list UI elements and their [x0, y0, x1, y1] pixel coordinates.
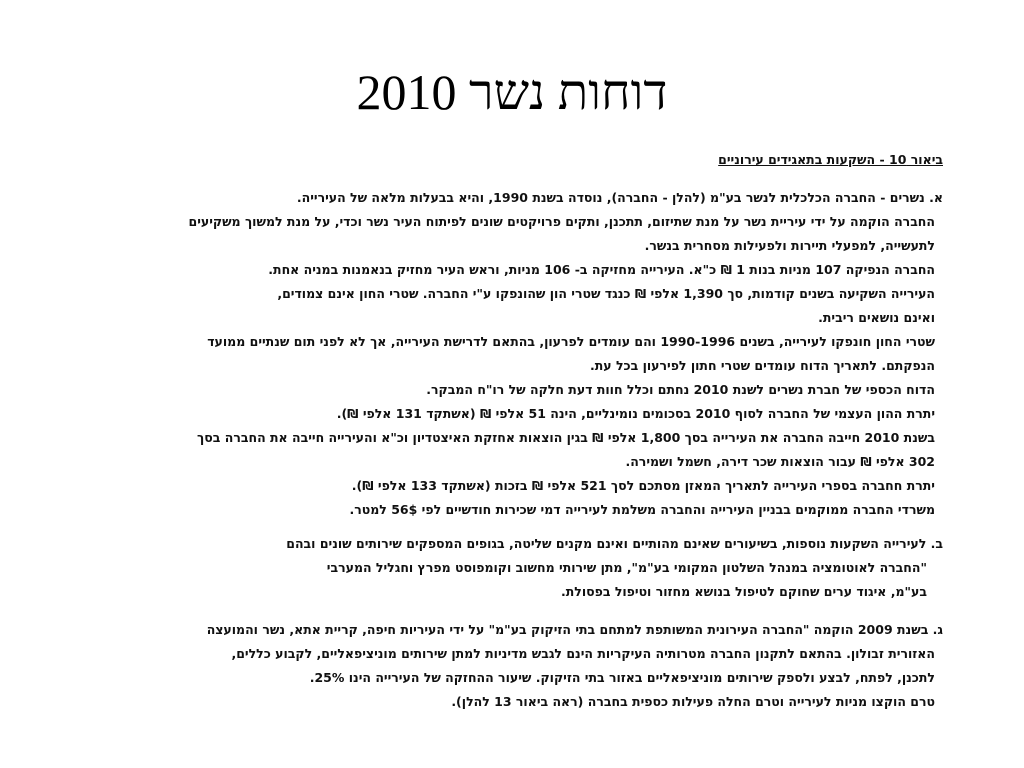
paragraph-line: "החברה לאוטומציה במנהל השלטון המקומי בע"מ", מתן שירותי מחשוב וקומפוסט מפרץ וחגליל המערבי [326, 560, 927, 575]
section-b [98, 532, 943, 604]
paragraph-line: א. נשרים - החברה הכלכלית לנשר בע"מ (להלן - החברה), נוסדה בשנת 1990, והיא בבעלות מלאה של העירייה. [296, 190, 943, 205]
paragraph-line: ג. בשנת 2009 הוקמה "החברה העירונית המשותפת למתחם בתי הזיקוק בע"מ" על ידי העיריות חיפה, קריית אתא, נשר והמועצה [206, 622, 943, 637]
section-a [98, 186, 943, 522]
paragraph-line: הנפקתם. לתאריך הדוח עומדים שטרי חתון לפירעון בכל עת. [590, 358, 935, 373]
paragraph-line: משרדי החברה ממוקמים בבניין העירייה והחברה משלמת לעירייה דמי שכירות חודשיים לפי 56$ למטר. [349, 502, 935, 517]
paragraph-line: ואינם נושאים ריבית. [818, 310, 935, 325]
note-heading: ביאור 10 - השקעות בתאגידים עירוניים [718, 152, 943, 167]
slide-title: דוחות נשר 2010 [356, 64, 668, 120]
paragraph-line: העירייה השקיעה בשנים קודמות, סך 1,390 אלפי ₪ כנגד שטרי הון שהונפקו ע"י החברה. שטרי החון אינם צמודים, [277, 286, 935, 301]
paragraph-line: האזורית זבולון. בהתאם לתקנון החברה מטרותיה העיקריות הינם לגבש מדיניות למתן שירותים מוניציפאליים, לקבוע כללים, [231, 646, 935, 661]
scanned-document [98, 148, 943, 714]
paragraph-line: יתרת ההון העצמי של החברה לסוף 2010 בסכומים נומינליים, הינה 51 אלפי ₪ (אשתקד 131 אלפי ₪). [336, 406, 935, 421]
paragraph-line: החברה הוקמה על ידי עיריית נשר על מנת שתיזום, תתכנן, ותקים פרויקטים שונים לפיתוח העיר נשר וכדי, על מנת למשוך משקיעים [188, 214, 935, 229]
section-c [98, 618, 943, 714]
paragraph-line: החברה הנפיקה 107 מניות בנות 1 ₪ כ"א. העירייה מחזיקה ב- 106 מניות, וראש העיר מחזיק בנאמנות במניה אחת. [268, 262, 935, 277]
paragraph-line: בשנת 2010 חייבה החברה את העירייה בסך 1,800 אלפי ₪ בגין הוצאות אחזקת האיצטדיון וכ"א והעירייה חייבה את החברה בסך [197, 430, 935, 445]
paragraph-line: לתכנן, לפתח, לבצע ולספק שירותים מוניציפאליים באזור בתי הזיקוק. שיעור ההחזקה של העירייה הינו 25%. [309, 670, 935, 685]
paragraph-line: טרם הוקצו מניות לעירייה וטרם החלה פעילות כספית בחברה (ראה ביאור 13 להלן). [451, 694, 935, 709]
paragraph-line: הדוח הכספי של חברת נשרים לשנת 2010 נחתם וכלל חוות דעת חלקה של רו"ח המבקר. [426, 382, 935, 397]
paragraph-line: בע"מ, איגוד ערים שחוקם לטיפול בנושא מחזור וטיפול בפסולת. [560, 584, 927, 599]
paragraph-line: יתרת חחברה בספרי העירייה לתאריך המאזן מסתכם לסך 521 אלפי ₪ בזכות (אשתקד 133 אלפי ₪). [351, 478, 935, 493]
paragraph-line: 302 אלפי ₪ עבור הוצאות שכר דירה, חשמל ושמירה. [625, 454, 935, 469]
paragraph-line: ב. לעירייה השקעות נוספות, בשיעורים שאינם מהותיים ואינם מקנים שליטה, בגופים המספקים שירותים שונים ובהם [286, 536, 943, 551]
paragraph-line: לתעשייה, למפעלי תיירות ולפעילות מסחרית בנשר. [644, 238, 935, 253]
paragraph-line: שטרי החון חונפקו לעירייה, בשנים 1990-1996 והם עומדים לפרעון, בהתאם לדרישת העירייה, אך לא לפני תום שנתיים ממועד [207, 334, 935, 349]
